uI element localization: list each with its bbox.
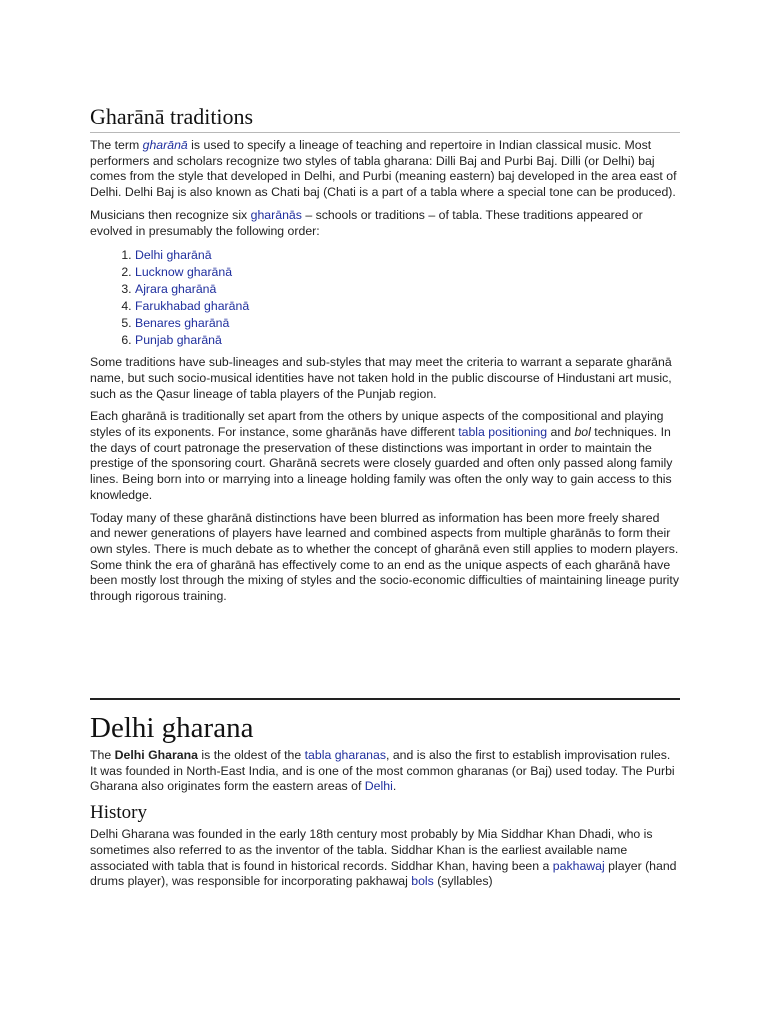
punjab-gharana-link[interactable]: Punjab gharānā <box>135 333 222 348</box>
text-run: is the oldest of the <box>197 748 305 762</box>
section-heading: Gharānā traditions <box>90 104 680 133</box>
farukhabad-gharana-link[interactable]: Farukhabad gharānā <box>135 299 250 314</box>
section-gharana-traditions <box>90 104 680 612</box>
delhi-link[interactable]: Delhi <box>364 779 393 794</box>
delhi-gharana-link[interactable]: Delhi gharānā <box>135 248 212 263</box>
text-run: Musicians then recognize six <box>90 207 251 222</box>
text-run: The term <box>90 138 143 152</box>
gharanas-link[interactable]: gharānās <box>250 207 302 222</box>
tabla-gharanas-link[interactable]: tabla gharanas <box>304 748 386 762</box>
text-run: player (hand drums player), was responsible for incorporating pakhawaj <box>90 858 677 889</box>
lucknow-gharana-link[interactable]: Lucknow gharānā <box>135 265 233 280</box>
text-run: . <box>392 779 397 794</box>
list-item <box>135 315 680 332</box>
list-item <box>135 281 680 298</box>
article-title: Delhi gharana <box>90 698 680 748</box>
paragraph-term-gharana <box>90 138 680 201</box>
text-run: , and is also the first to establish improvisation rules. It was founded in North-East India, and is one of the most common gharanas (or Baj) used today. The Purbi Gharana also originates form the eastern areas of <box>90 748 675 794</box>
text-run: and <box>547 425 575 440</box>
text-run: is used to specify a lineage of teaching and repertoire in Indian classical music. Most performers and scholars recognize two styles of tabla gharana: Dilli Baj and Purbi Baj. Dilli (or Delhi) baj comes from the style that developed in Delhi, and Purbi (meaning eastern) baj developed in the area east of Delhi. Delhi Baj is also known as Chati baj (Chati is a part of a tabla where a special tone can be produced). <box>90 138 677 200</box>
paragraph-unique-aspects <box>90 409 680 503</box>
paragraph-today: Today many of these gharānā distinctions have been blurred as information has been more freely shared and newer generations of players have learned and combined aspects from multiple gharānās to form their own styles. There is much debate as to whether the concept of gharānā even still applies to modern players. Some think the era of gharānā has effectively come to an end as the unique aspects of each gharānā have been mostly lost through the mixing of styles and the socio-economic difficulties of maintaining lineage purity through rigorous training. <box>90 510 679 604</box>
list-item <box>135 298 680 315</box>
benares-gharana-link[interactable]: Benares gharānā <box>135 316 230 331</box>
paragraph-six-gharanas <box>90 208 680 239</box>
bold-term: Delhi Gharana <box>114 748 198 762</box>
bol-term: bol <box>574 425 591 440</box>
text-run: Delhi Gharana was founded in the early 18th century most probably by Mia Siddhar Khan Dhadi, who is sometimes also referred to as the inventor of the tabla. Siddhar Khan is the earliest available name associated with tabla that is found in historical records. Siddhar Khan, having been a <box>90 827 653 873</box>
list-item <box>135 247 680 264</box>
pakhawaj-link[interactable]: pakhawaj <box>552 858 605 873</box>
gharana-list <box>90 247 680 349</box>
paragraph-sub-lineages: Some traditions have sub-lineages and sub-styles that may meet the criteria to warrant a separate gharānā name, but such socio-musical identities have not taken hold in the public discourse of Hindustani art music, such as the Qasur lineage of tabla players of the Punjab region. <box>90 355 672 401</box>
tabla-positioning-link[interactable]: tabla positioning <box>458 425 548 440</box>
ajrara-gharana-link[interactable]: Ajrara gharānā <box>135 282 217 297</box>
paragraph-history <box>90 827 680 890</box>
text-run: techniques. In the days of court patronage the preservation of these distinctions was important in order to maintain the prestige of the sponsoring court. Gharānā secrets were closely guarded and often only passed along family lines. Being born into or marrying into a lineage holding family was often the only way to gain access to this knowledge. <box>90 425 673 502</box>
bols-link[interactable]: bols <box>411 874 434 889</box>
paragraph-intro <box>90 748 680 795</box>
text-run: Each gharānā is traditionally set apart from the others by unique aspects of the compositional and playing styles of its exponents. For instance, some gharānās have different <box>90 409 664 440</box>
section-delhi-gharana <box>90 698 680 897</box>
gharana-link[interactable]: gharānā <box>142 138 188 152</box>
list-item <box>135 332 680 349</box>
text-run: (syllables) <box>433 874 493 889</box>
text-run: – schools or traditions – of tabla. These traditions appeared or evolved in presumably the following order: <box>90 207 643 238</box>
text-run: The <box>90 748 115 762</box>
history-heading: History <box>90 802 147 824</box>
list-item <box>135 264 680 281</box>
